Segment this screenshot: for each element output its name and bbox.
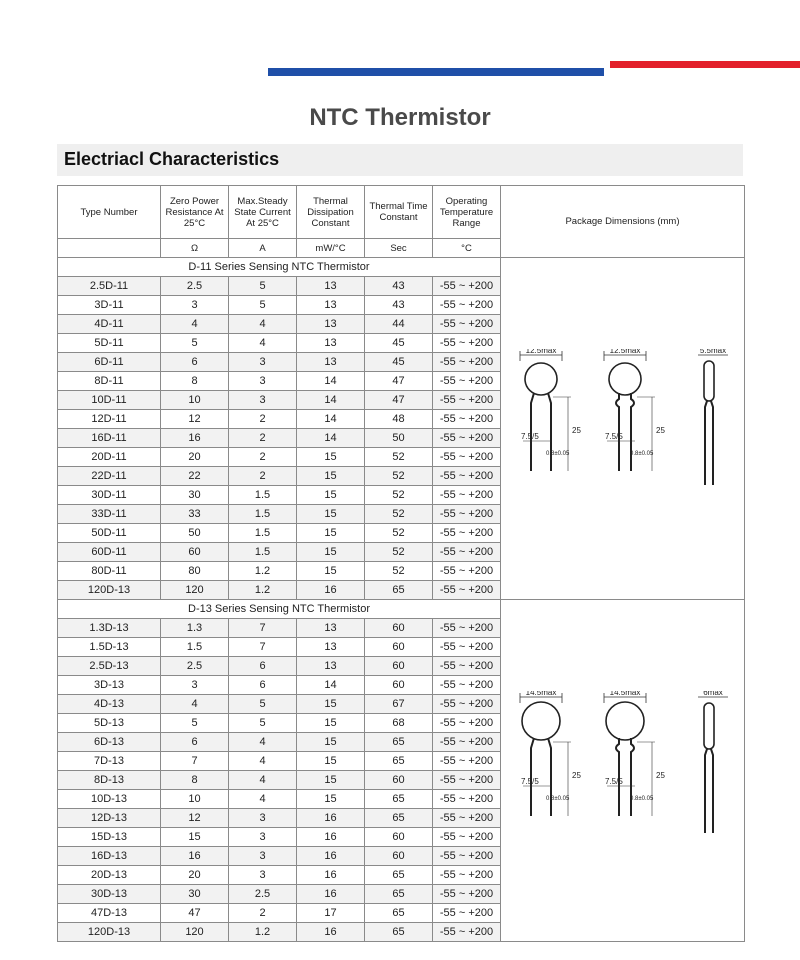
dim-diameter-label: 12.5max (609, 348, 640, 355)
cell-current: 1.5 (229, 524, 297, 543)
dim-lead-spacing-label: 7.5/5 (604, 776, 623, 786)
cell-temp-range: -55 ~ +200 (433, 581, 501, 600)
header-dissipation: Thermal Dissipation Constant (297, 186, 365, 239)
cell-dissipation: 13 (297, 619, 365, 638)
cell-current: 5 (229, 695, 297, 714)
cell-dissipation: 13 (297, 315, 365, 334)
cell-type: 30D-13 (58, 885, 161, 904)
cell-temp-range: -55 ~ +200 (433, 410, 501, 429)
cell-temp-range: -55 ~ +200 (433, 790, 501, 809)
cell-resistance: 30 (161, 885, 229, 904)
section-title: Electriacl Characteristics (64, 149, 280, 169)
cell-current: 4 (229, 733, 297, 752)
cell-resistance: 33 (161, 505, 229, 524)
cell-resistance: 4 (161, 315, 229, 334)
package-dimensions-drawing (501, 258, 745, 600)
series-title: D-13 Series Sensing NTC Thermistor (58, 600, 501, 619)
cell-type: 20D-13 (58, 866, 161, 885)
cell-dissipation: 16 (297, 885, 365, 904)
cell-resistance: 120 (161, 581, 229, 600)
cell-type: 1.3D-13 (58, 619, 161, 638)
cell-temp-range: -55 ~ +200 (433, 562, 501, 581)
cell-dissipation: 14 (297, 372, 365, 391)
cell-dissipation: 16 (297, 809, 365, 828)
cell-temp-range: -55 ~ +200 (433, 372, 501, 391)
header-zero-power: Zero Power Resistance At 25°C (161, 186, 229, 239)
cell-time-constant: 60 (365, 676, 433, 695)
cell-resistance: 60 (161, 543, 229, 562)
cell-temp-range: -55 ~ +200 (433, 904, 501, 923)
cell-dissipation: 15 (297, 448, 365, 467)
cell-temp-range: -55 ~ +200 (433, 676, 501, 695)
package-dimensions-drawing (501, 600, 745, 942)
cell-type: 8D-13 (58, 771, 161, 790)
cell-current: 1.2 (229, 581, 297, 600)
unit-max-current: A (229, 239, 297, 258)
cell-current: 5 (229, 277, 297, 296)
unit-temp-range: °C (433, 239, 501, 258)
cell-dissipation: 15 (297, 467, 365, 486)
cell-temp-range: -55 ~ +200 (433, 866, 501, 885)
cell-resistance: 1.3 (161, 619, 229, 638)
cell-current: 5 (229, 714, 297, 733)
cell-temp-range: -55 ~ +200 (433, 638, 501, 657)
cell-time-constant: 43 (365, 277, 433, 296)
cell-time-constant: 60 (365, 638, 433, 657)
cell-resistance: 16 (161, 847, 229, 866)
dim-lead-spacing-label: 7.5/5 (604, 431, 623, 441)
cell-type: 4D-11 (58, 315, 161, 334)
header-package: Package Dimensions (mm) (501, 186, 745, 258)
dim-lead-length-label: 25 (655, 425, 665, 435)
cell-resistance: 3 (161, 296, 229, 315)
cell-dissipation: 13 (297, 277, 365, 296)
cell-resistance: 22 (161, 467, 229, 486)
cell-type: 5D-11 (58, 334, 161, 353)
cell-resistance: 10 (161, 790, 229, 809)
cell-type: 30D-11 (58, 486, 161, 505)
cell-time-constant: 65 (365, 733, 433, 752)
cell-temp-range: -55 ~ +200 (433, 771, 501, 790)
cell-temp-range: -55 ~ +200 (433, 524, 501, 543)
cell-current: 3 (229, 353, 297, 372)
cell-current: 4 (229, 790, 297, 809)
cell-type: 15D-13 (58, 828, 161, 847)
cell-resistance: 47 (161, 904, 229, 923)
cell-current: 7 (229, 619, 297, 638)
cell-time-constant: 52 (365, 486, 433, 505)
cell-time-constant: 52 (365, 505, 433, 524)
cell-type: 16D-13 (58, 847, 161, 866)
cell-time-constant: 43 (365, 296, 433, 315)
cell-time-constant: 65 (365, 904, 433, 923)
cell-resistance: 30 (161, 486, 229, 505)
cell-current: 1.5 (229, 543, 297, 562)
cell-current: 5 (229, 296, 297, 315)
cell-dissipation: 14 (297, 429, 365, 448)
cell-current: 1.5 (229, 505, 297, 524)
cell-type: 4D-13 (58, 695, 161, 714)
cell-current: 4 (229, 315, 297, 334)
cell-time-constant: 52 (365, 524, 433, 543)
cell-dissipation: 13 (297, 334, 365, 353)
cell-resistance: 7 (161, 752, 229, 771)
cell-current: 2 (229, 448, 297, 467)
header-type-number: Type Number (58, 186, 161, 239)
cell-resistance: 8 (161, 771, 229, 790)
cell-dissipation: 15 (297, 524, 365, 543)
cell-time-constant: 45 (365, 334, 433, 353)
cell-time-constant: 60 (365, 828, 433, 847)
cell-resistance: 5 (161, 714, 229, 733)
cell-temp-range: -55 ~ +200 (433, 543, 501, 562)
cell-type: 6D-11 (58, 353, 161, 372)
cell-time-constant: 68 (365, 714, 433, 733)
decor-blue-bar (268, 68, 604, 76)
cell-current: 3 (229, 809, 297, 828)
cell-resistance: 20 (161, 866, 229, 885)
cell-time-constant: 65 (365, 885, 433, 904)
cell-type: 1.5D-13 (58, 638, 161, 657)
cell-resistance: 12 (161, 410, 229, 429)
cell-resistance: 2.5 (161, 277, 229, 296)
cell-resistance: 15 (161, 828, 229, 847)
dim-diameter-label: 14.5max (609, 690, 640, 697)
cell-temp-range: -55 ~ +200 (433, 486, 501, 505)
dim-lead-spacing-label: 7.5/5 (520, 776, 539, 786)
cell-time-constant: 65 (365, 866, 433, 885)
cell-current: 2 (229, 467, 297, 486)
cell-temp-range: -55 ~ +200 (433, 334, 501, 353)
cell-dissipation: 15 (297, 505, 365, 524)
cell-dissipation: 16 (297, 581, 365, 600)
header-time-constant: Thermal Time Constant (365, 186, 433, 239)
cell-time-constant: 50 (365, 429, 433, 448)
cell-resistance: 1.5 (161, 638, 229, 657)
cell-current: 1.5 (229, 486, 297, 505)
cell-type: 6D-13 (58, 733, 161, 752)
unit-dissipation: mW/°C (297, 239, 365, 258)
cell-dissipation: 16 (297, 866, 365, 885)
cell-temp-range: -55 ~ +200 (433, 296, 501, 315)
cell-temp-range: -55 ~ +200 (433, 448, 501, 467)
cell-time-constant: 52 (365, 448, 433, 467)
cell-type: 80D-11 (58, 562, 161, 581)
spec-table (57, 185, 745, 942)
cell-dissipation: 16 (297, 828, 365, 847)
decor-red-bar (610, 61, 800, 68)
cell-dissipation: 14 (297, 676, 365, 695)
cell-resistance: 120 (161, 923, 229, 942)
cell-time-constant: 48 (365, 410, 433, 429)
header-temp-range: Operating Temperature Range (433, 186, 501, 239)
cell-type: 10D-13 (58, 790, 161, 809)
cell-current: 4 (229, 771, 297, 790)
cell-resistance: 3 (161, 676, 229, 695)
cell-temp-range: -55 ~ +200 (433, 391, 501, 410)
cell-time-constant: 67 (365, 695, 433, 714)
cell-dissipation: 13 (297, 296, 365, 315)
cell-time-constant: 47 (365, 372, 433, 391)
cell-current: 2 (229, 410, 297, 429)
cell-type: 50D-11 (58, 524, 161, 543)
cell-temp-range: -55 ~ +200 (433, 847, 501, 866)
cell-temp-range: -55 ~ +200 (433, 695, 501, 714)
cell-type: 120D-13 (58, 581, 161, 600)
cell-type: 5D-13 (58, 714, 161, 733)
cell-type: 20D-11 (58, 448, 161, 467)
cell-time-constant: 44 (365, 315, 433, 334)
cell-time-constant: 60 (365, 619, 433, 638)
header-max-current: Max.Steady State Current At 25°C (229, 186, 297, 239)
cell-resistance: 6 (161, 733, 229, 752)
cell-temp-range: -55 ~ +200 (433, 505, 501, 524)
cell-type: 120D-13 (58, 923, 161, 942)
cell-current: 3 (229, 828, 297, 847)
cell-temp-range: -55 ~ +200 (433, 828, 501, 847)
series-title: D-11 Series Sensing NTC Thermistor (58, 258, 501, 277)
cell-temp-range: -55 ~ +200 (433, 885, 501, 904)
cell-dissipation: 14 (297, 410, 365, 429)
cell-temp-range: -55 ~ +200 (433, 277, 501, 296)
cell-temp-range: -55 ~ +200 (433, 467, 501, 486)
section-header (57, 144, 743, 176)
cell-temp-range: -55 ~ +200 (433, 429, 501, 448)
unit-type-blank (58, 239, 161, 258)
cell-dissipation: 17 (297, 904, 365, 923)
cell-type: 12D-11 (58, 410, 161, 429)
cell-resistance: 6 (161, 353, 229, 372)
cell-resistance: 4 (161, 695, 229, 714)
cell-time-constant: 65 (365, 581, 433, 600)
cell-type: 2.5D-11 (58, 277, 161, 296)
cell-dissipation: 15 (297, 714, 365, 733)
dim-lead-length-label: 25 (655, 770, 665, 780)
dim-thickness-label: 5.5max (699, 348, 726, 355)
cell-current: 2 (229, 429, 297, 448)
cell-type: 16D-11 (58, 429, 161, 448)
cell-dissipation: 15 (297, 733, 365, 752)
cell-type: 60D-11 (58, 543, 161, 562)
cell-time-constant: 45 (365, 353, 433, 372)
dim-diameter-label: 12.5max (525, 348, 556, 355)
cell-temp-range: -55 ~ +200 (433, 315, 501, 334)
cell-resistance: 10 (161, 391, 229, 410)
cell-current: 7 (229, 638, 297, 657)
cell-time-constant: 60 (365, 847, 433, 866)
cell-type: 8D-11 (58, 372, 161, 391)
cell-dissipation: 15 (297, 543, 365, 562)
cell-current: 2.5 (229, 885, 297, 904)
cell-resistance: 80 (161, 562, 229, 581)
dim-lead-length-label: 25 (571, 770, 581, 780)
cell-type: 3D-11 (58, 296, 161, 315)
cell-time-constant: 65 (365, 790, 433, 809)
cell-temp-range: -55 ~ +200 (433, 923, 501, 942)
cell-current: 3 (229, 391, 297, 410)
cell-current: 1.2 (229, 923, 297, 942)
dim-thickness-label: 6max (702, 690, 723, 697)
cell-time-constant: 65 (365, 809, 433, 828)
cell-current: 6 (229, 657, 297, 676)
cell-dissipation: 14 (297, 391, 365, 410)
cell-time-constant: 60 (365, 771, 433, 790)
cell-resistance: 5 (161, 334, 229, 353)
cell-dissipation: 13 (297, 638, 365, 657)
cell-temp-range: -55 ~ +200 (433, 714, 501, 733)
unit-time-constant: Sec (365, 239, 433, 258)
cell-type: 3D-13 (58, 676, 161, 695)
cell-resistance: 20 (161, 448, 229, 467)
cell-current: 3 (229, 866, 297, 885)
cell-type: 2.5D-13 (58, 657, 161, 676)
cell-temp-range: -55 ~ +200 (433, 809, 501, 828)
cell-time-constant: 52 (365, 467, 433, 486)
cell-time-constant: 65 (365, 752, 433, 771)
cell-dissipation: 15 (297, 752, 365, 771)
cell-dissipation: 13 (297, 657, 365, 676)
cell-resistance: 12 (161, 809, 229, 828)
cell-type: 7D-13 (58, 752, 161, 771)
cell-time-constant: 47 (365, 391, 433, 410)
cell-temp-range: -55 ~ +200 (433, 752, 501, 771)
cell-type: 22D-11 (58, 467, 161, 486)
cell-resistance: 16 (161, 429, 229, 448)
cell-resistance: 8 (161, 372, 229, 391)
cell-dissipation: 13 (297, 353, 365, 372)
cell-dissipation: 15 (297, 562, 365, 581)
cell-current: 3 (229, 847, 297, 866)
cell-type: 33D-11 (58, 505, 161, 524)
cell-current: 4 (229, 334, 297, 353)
cell-dissipation: 16 (297, 923, 365, 942)
cell-current: 6 (229, 676, 297, 695)
cell-temp-range: -55 ~ +200 (433, 619, 501, 638)
thermistor-diagram (508, 691, 738, 851)
cell-current: 3 (229, 372, 297, 391)
cell-current: 4 (229, 752, 297, 771)
unit-zero-power: Ω (161, 239, 229, 258)
cell-type: 12D-13 (58, 809, 161, 828)
cell-time-constant: 52 (365, 562, 433, 581)
cell-dissipation: 15 (297, 790, 365, 809)
page-title: NTC Thermistor (309, 104, 491, 131)
cell-temp-range: -55 ~ +200 (433, 657, 501, 676)
cell-type: 47D-13 (58, 904, 161, 923)
cell-dissipation: 15 (297, 695, 365, 714)
dim-lead-diameter-label: 0.8±0.05 (629, 795, 653, 802)
cell-current: 1.2 (229, 562, 297, 581)
dim-lead-diameter-label: 0.8±0.05 (629, 450, 653, 457)
cell-current: 2 (229, 904, 297, 923)
cell-resistance: 50 (161, 524, 229, 543)
cell-dissipation: 16 (297, 847, 365, 866)
cell-dissipation: 15 (297, 486, 365, 505)
cell-resistance: 2.5 (161, 657, 229, 676)
cell-time-constant: 65 (365, 923, 433, 942)
cell-temp-range: -55 ~ +200 (433, 733, 501, 752)
dim-diameter-label: 14.5max (525, 690, 556, 697)
dim-lead-diameter-label: 0.8±0.05 (545, 450, 569, 457)
cell-temp-range: -55 ~ +200 (433, 353, 501, 372)
thermistor-diagram (508, 349, 738, 509)
cell-type: 10D-11 (58, 391, 161, 410)
cell-dissipation: 15 (297, 771, 365, 790)
cell-time-constant: 52 (365, 543, 433, 562)
dim-lead-spacing-label: 7.5/5 (520, 431, 539, 441)
dim-lead-length-label: 25 (571, 425, 581, 435)
dim-lead-diameter-label: 0.8±0.05 (545, 795, 569, 802)
cell-time-constant: 60 (365, 657, 433, 676)
